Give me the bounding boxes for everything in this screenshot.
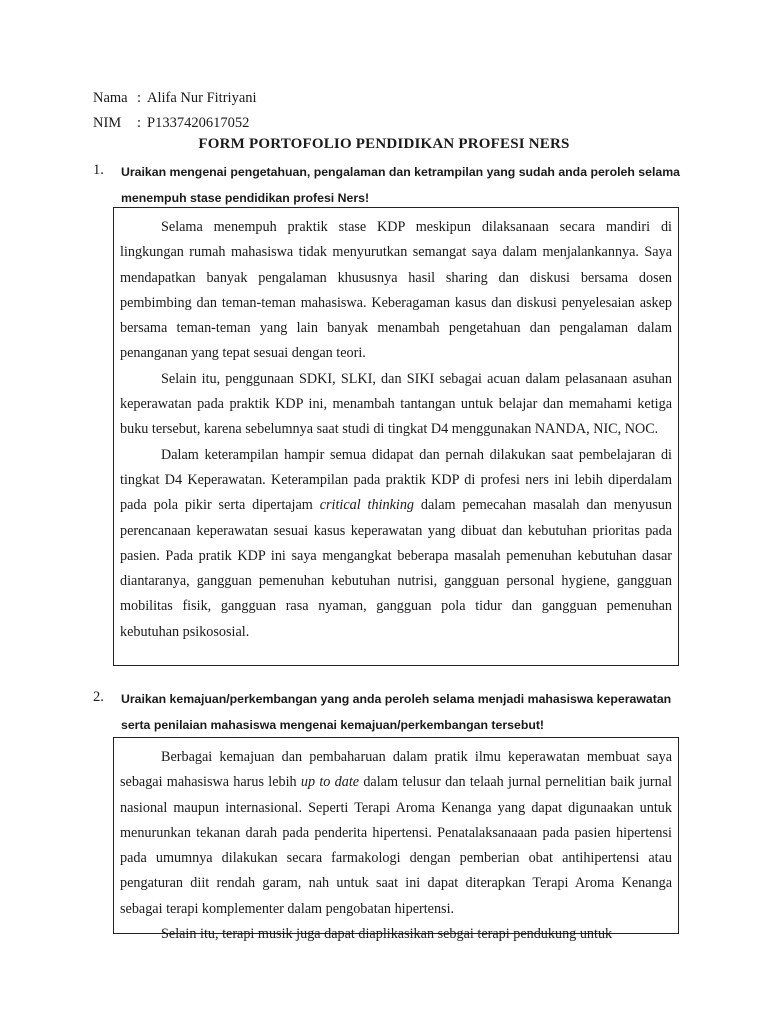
question-2-number: 2. <box>93 689 104 705</box>
paragraph-text: dalam pemecahan masalah dan menyusun perencanaan keperawatan sesuai kasus keperawatan yang dibuat dan kebutuhan prioritas pada pasien. Pada pratik KDP ini saya mengangkat beberapa masalah pemenuhan kebutuhan dasar diantaranya, gangguan pemenuhan kebutuhan nutrisi, gangguan personal hygiene, gangguan mobilitas fisik, gangguan rasa nyaman, gangguan pola tidur dan gangguan pemenuhan kebutuhan psikososial. <box>120 497 672 640</box>
name-value: Alifa Nur Fitriyani <box>147 90 257 106</box>
answer-2-paragraph-2: Selain itu, terapi musik juga dapat diaplikasikan sebgai terapi pendukung untuk <box>161 926 613 943</box>
paragraph-text: Berbagai kemajuan dan pembaharuan dalam pratik ilmu keperawatan membuat saya sebagai mahasiswa harus lebih <box>120 749 672 791</box>
name-row <box>93 88 257 108</box>
nim-value: P1337420617052 <box>147 115 250 131</box>
answer-2-box <box>113 737 679 943</box>
nim-separator: : <box>137 115 142 131</box>
question-1-text: Uraikan mengenai pengetahuan, pengalaman dan ketrampilan yang sudah anda peroleh selama menempuh stase pendidikan profesi Ners! <box>121 165 680 205</box>
question-2-text: Uraikan kemajuan/perkembangan yang anda peroleh selama menjadi mahasiswa keperawatan serta penilaian mahasiswa mengenai kemajuan/perkembangan tersebut! <box>121 692 672 732</box>
name-label: Nama <box>93 90 128 106</box>
form-title: FORM PORTOFOLIO PENDIDIKAN PROFESI NERS <box>198 136 570 152</box>
answer-1-box <box>113 207 679 666</box>
emphasis-text: critical thinking <box>319 497 415 514</box>
question-1-number: 1. <box>93 162 104 178</box>
answer-1-paragraph-1: Selama menempuh praktik stase KDP meskipun dilaksanaan secara mandiri di lingkungan rumah mahasiswa tidak menyurutkan semangat saya dalam menjalankannya. Saya mendapatkan banyak pengalaman khususnya hasil sharing dan diskusi bersama dosen pembimbing dan teman-teman mahasiswa. Keberagaman kasus dan diskusi penyelesaian askep bersama teman-teman yang lain banyak menambah pengetahuan dan pengalaman dalam penanganan yang tepat sesuai dengan teori. <box>120 219 672 362</box>
nim-row <box>93 113 249 133</box>
answer-2-paragraph-1 <box>120 745 672 922</box>
emphasis-text: up to date <box>300 774 360 791</box>
answer-1-paragraph-2: Selain itu, penggunaan SDKI, SLKI, dan SIKI sebagai acuan dalam pelasanaan asuhan keperawatan pada praktik KDP ini, menambah tantangan untuk belajar dan memahami ketiga buku tersebut, karena sebelumnya saat studi di tingkat D4 menggunakan NANDA, NIC, NOC. <box>120 370 672 438</box>
paragraph-text: dalam telusur dan telaah jurnal pernelitian baik jurnal nasional maupun internasional. Seperti Terapi Aroma Kenanga yang dapat digunaakan untuk menurunkan tekanan darah pada penderita hipertensi. Penatalaksanaaan pada pasien hipertensi pada umumnya dilakukan secara farmakologi dengan pemberian obat antihipertensi atau pengaturan diit rendah garam, nah untuk saat ini dapat diterapkan Terapi Aroma Kenanga sebagai terapi komplementer dalam pengobatan hipertensi. <box>120 774 672 917</box>
paragraph-text: Dalam keterampilan hampir semua didapat dan pernah dilakukan saat pembelajaran di tingkat D4 Keperawatan. Keterampilan pada praktik KDP di profesi ners ini lebih diperdalam pada pola pikir serta dipertajam <box>120 446 672 514</box>
name-separator: : <box>137 90 142 106</box>
answer-1-paragraph-3 <box>120 443 672 645</box>
nim-label: NIM <box>93 115 122 131</box>
